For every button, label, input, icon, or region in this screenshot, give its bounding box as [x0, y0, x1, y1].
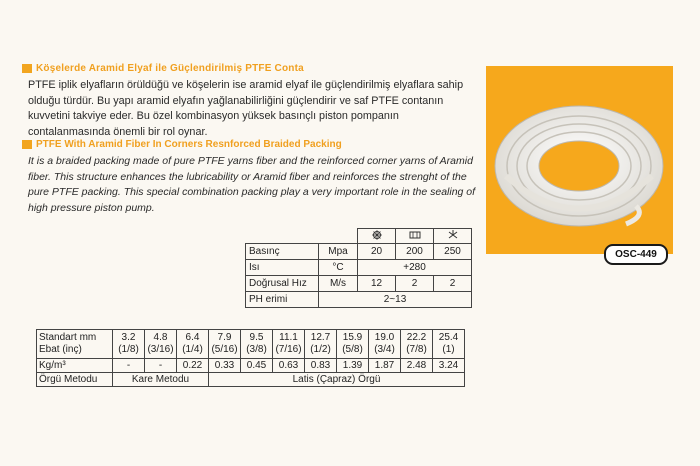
size-row-method — [37, 373, 465, 387]
spec-row-temperature: Isı °C +280 — [246, 260, 472, 276]
label-kg: Kg/m³ — [37, 359, 113, 373]
spec-table — [245, 228, 472, 308]
english-title: PTFE With Aramid Fiber In Corners Resnforced Braided Packing — [36, 139, 342, 150]
size-row-weight: Kg/m³ - - 0.22 0.33 0.45 0.63 0.83 1.39 1.87 2.48 3.24 — [37, 359, 465, 373]
accent-bar-en — [22, 140, 32, 149]
turkish-title: Köşelerde Aramid Elyaf ile Güçlendirilmiş PTFE Conta — [36, 63, 304, 74]
turkish-paragraph: PTFE iplik elyafların örüldüğü ve köşelerin ise aramid elyaf ile güçlendirilmiş elyaflara sahip olduğu türdür. Bu yapı aramid elyafın yağlanabilirliğini güçlendirir ve saf PTFE contanın kuvvetini takviye eder. Bu özel kombinasyon yüksek basınçlı piston pompanın contalanmasında önemli bir rol oynar. — [28, 79, 464, 138]
packing-coil-image — [486, 66, 673, 254]
size-row-dimensions: Standart mm Ebat (inç) 3.2 (1/8) 4.8 (3/16) 6.4 (1/4) 7.9 (5/16) 9.5 (3/8) 11.1 (7/16) 12.7 (1/2) 15.9 (5/8) 19.0 (3/4) 22.2 (7/8) 25.4 (1) — [37, 330, 465, 359]
accent-bar — [22, 64, 32, 73]
english-paragraph: It is a braided packing made of pure PTFE yarns fiber and the reinforced corner yarns of Aramid fiber. This structure enhances the lubricability or Aramid fiber and reinforces the strenght of the pure PTFE packing. This special combination packing play a very important role in the sealing of high pressure piston pump. — [28, 155, 476, 214]
method-lattice: Latis (Çapraz) Örgü — [209, 373, 465, 387]
size-table — [36, 329, 465, 387]
reciprocating-icon — [396, 229, 434, 244]
label-method: Örgü Metodu — [37, 373, 113, 387]
rotary-icon — [358, 229, 396, 244]
spec-row-ph: PH erimi 2~13 — [246, 292, 472, 308]
label-inch: Ebat (inç) — [39, 344, 82, 355]
product-code-badge: OSC-449 — [604, 244, 668, 265]
valve-icon — [434, 229, 472, 244]
product-photo — [486, 66, 673, 254]
method-square: Kare Metodu — [113, 373, 209, 387]
label-mm: Standart mm — [39, 332, 97, 343]
spec-row-speed: Doğrusal Hız M/s 12 2 2 — [246, 276, 472, 292]
spec-row-pressure: Basınç Mpa 20 200 250 — [246, 244, 472, 260]
